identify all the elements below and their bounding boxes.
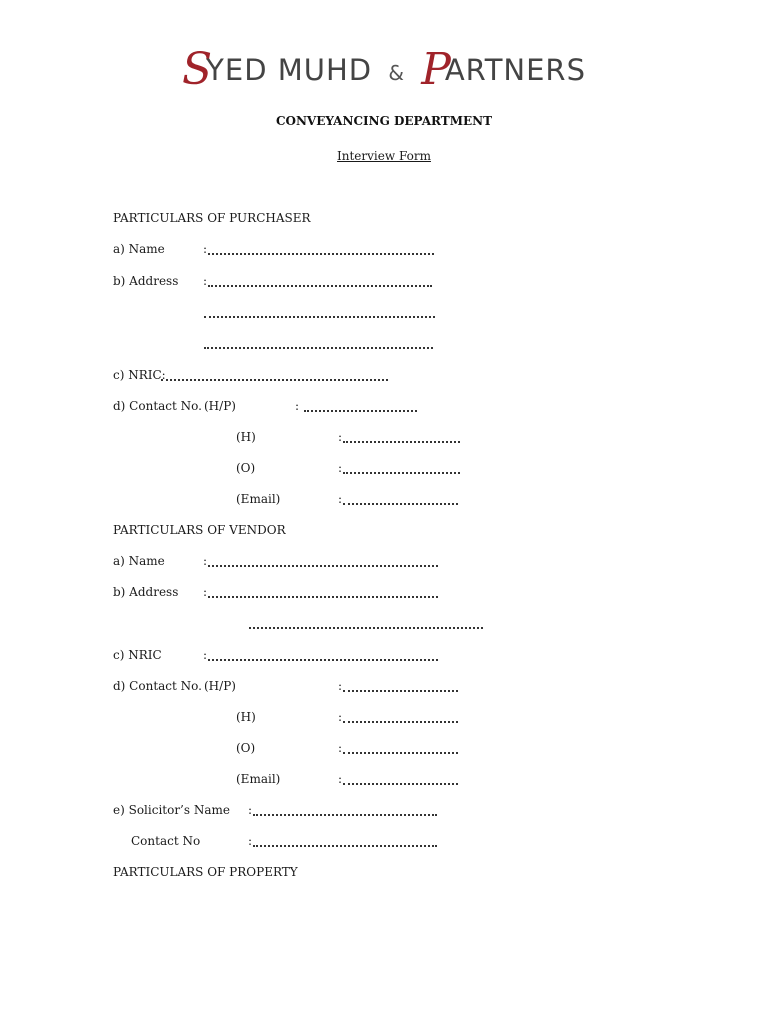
vendor-hp-label: (H/P) bbox=[204, 679, 236, 693]
purchaser-nric-field[interactable] bbox=[161, 379, 388, 381]
purchaser-address-line-2[interactable] bbox=[204, 316, 435, 318]
purchaser-name-field[interactable] bbox=[208, 253, 434, 255]
vendor-name-field[interactable] bbox=[208, 565, 438, 567]
purchaser-address-colon: : bbox=[203, 274, 208, 288]
solicitor-name-field[interactable] bbox=[253, 814, 437, 816]
vendor-h-field[interactable] bbox=[343, 721, 458, 723]
vendor-contact-label: d) Contact No. bbox=[113, 679, 202, 693]
vendor-nric-label: c) NRIC bbox=[113, 648, 162, 662]
solicitor-name-colon: : bbox=[248, 803, 253, 817]
purchaser-email-colon: : bbox=[338, 492, 343, 506]
vendor-address-line-1[interactable] bbox=[208, 596, 438, 598]
purchaser-address-label: b) Address bbox=[113, 274, 179, 288]
purchaser-nric-label: c) NRIC: bbox=[113, 368, 166, 382]
purchaser-o-label: (O) bbox=[236, 461, 256, 475]
purchaser-hp-field[interactable] bbox=[304, 410, 417, 412]
vendor-hp-colon: : bbox=[338, 679, 343, 693]
purchaser-email-label: (Email) bbox=[236, 492, 281, 506]
purchaser-address-line-1[interactable] bbox=[208, 285, 432, 287]
purchaser-name-colon: : bbox=[203, 242, 208, 256]
purchaser-o-colon: : bbox=[338, 461, 343, 475]
purchaser-h-label: (H) bbox=[236, 430, 256, 444]
vendor-o-field[interactable] bbox=[343, 752, 458, 754]
vendor-heading: PARTICULARS OF VENDOR bbox=[113, 523, 286, 537]
vendor-address-label: b) Address bbox=[113, 585, 179, 599]
purchaser-name-label: a) Name bbox=[113, 242, 165, 256]
solicitor-name-label: e) Solicitor’s Name bbox=[113, 803, 230, 817]
vendor-email-label: (Email) bbox=[236, 772, 281, 786]
department-title: CONVEYANCING DEPARTMENT bbox=[275, 114, 493, 128]
logo-word-1: YED MUHD bbox=[206, 53, 373, 87]
vendor-o-colon: : bbox=[338, 741, 343, 755]
vendor-h-label: (H) bbox=[236, 710, 256, 724]
vendor-email-colon: : bbox=[338, 772, 343, 786]
vendor-address-line-2[interactable] bbox=[249, 627, 483, 629]
property-heading: PARTICULARS OF PROPERTY bbox=[113, 865, 298, 879]
firm-logo bbox=[0, 44, 768, 95]
purchaser-h-colon: : bbox=[338, 430, 343, 444]
purchaser-hp-colon: : bbox=[295, 399, 300, 413]
vendor-nric-colon: : bbox=[203, 648, 208, 662]
purchaser-contact-label: d) Contact No. bbox=[113, 399, 202, 413]
vendor-email-field[interactable] bbox=[343, 783, 458, 785]
logo-initial-p: P bbox=[421, 44, 451, 95]
purchaser-h-field[interactable] bbox=[343, 441, 460, 443]
solicitor-contact-colon: : bbox=[248, 834, 253, 848]
logo-initial-s: S bbox=[182, 44, 213, 95]
vendor-address-colon: : bbox=[203, 585, 208, 599]
form-title: Interview Form bbox=[337, 149, 431, 163]
purchaser-o-field[interactable] bbox=[343, 472, 460, 474]
vendor-o-label: (O) bbox=[236, 741, 256, 755]
solicitor-contact-field[interactable] bbox=[253, 845, 437, 847]
logo-word-2: ARTNERS bbox=[444, 53, 586, 87]
logo-ampersand: & bbox=[388, 61, 405, 85]
vendor-hp-field[interactable] bbox=[343, 690, 458, 692]
purchaser-heading: PARTICULARS OF PURCHASER bbox=[113, 211, 311, 225]
solicitor-contact-label: Contact No bbox=[131, 834, 201, 848]
purchaser-address-line-3[interactable] bbox=[204, 347, 433, 349]
vendor-name-colon: : bbox=[203, 554, 208, 568]
vendor-h-colon: : bbox=[338, 710, 343, 724]
purchaser-email-field[interactable] bbox=[343, 503, 458, 505]
purchaser-hp-label: (H/P) bbox=[204, 399, 236, 413]
vendor-nric-field[interactable] bbox=[208, 659, 438, 661]
vendor-name-label: a) Name bbox=[113, 554, 165, 568]
